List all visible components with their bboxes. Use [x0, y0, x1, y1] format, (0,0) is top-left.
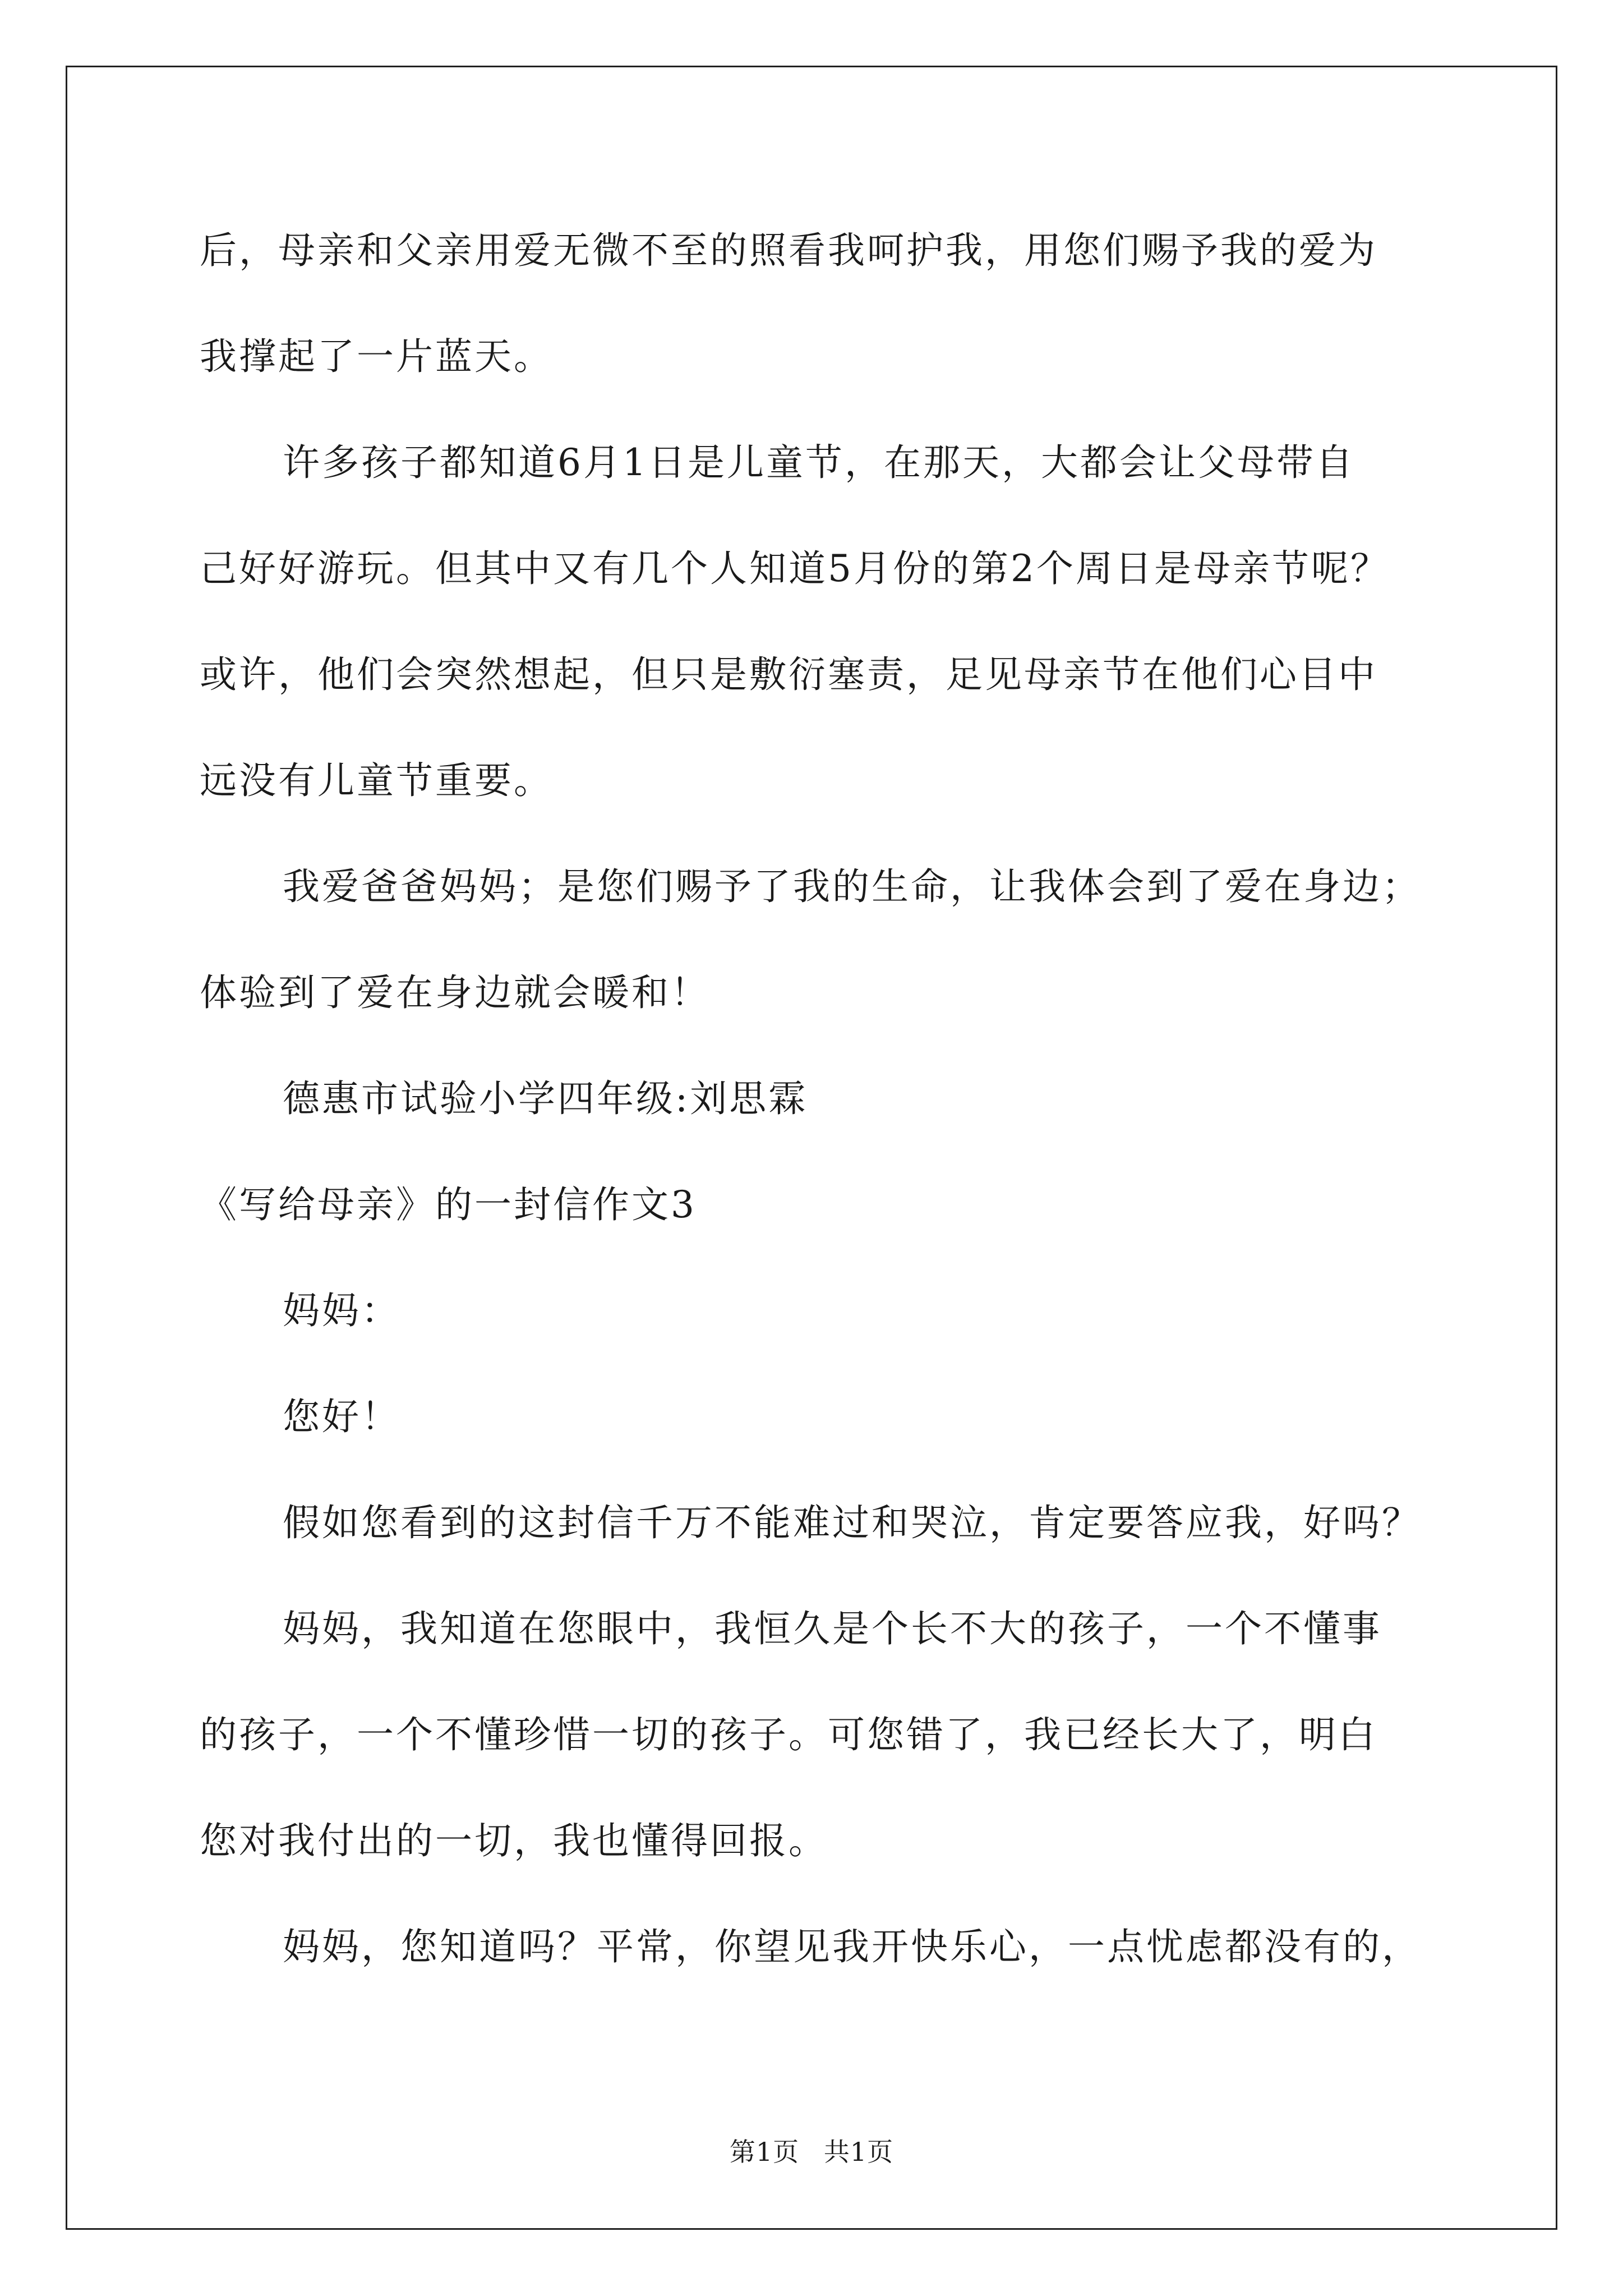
body-text-line: 我爱爸爸妈妈；是您们赐予了我的生命，让我体会到了爱在身边； — [283, 865, 1421, 908]
section-heading: 《写给母亲》的一封信作文3 — [200, 1183, 697, 1226]
body-text-line: 体验到了爱在身边就会暖和！ — [200, 971, 710, 1014]
total-pages-label: 共1页 — [823, 2137, 894, 2167]
body-text-line: 己好好游玩。但其中又有几个人知道5月份的第2个周日是母亲节呢？ — [200, 547, 1390, 590]
body-text-line: 后，母亲和父亲用爱无微不至的照看我呵护我，用您们赐予我的爱为 — [200, 229, 1377, 272]
body-text-line: 许多孩子都知道6月1日是儿童节，在那天，大都会让父母带自 — [283, 441, 1355, 484]
body-text-line: 我撑起了一片蓝天。 — [200, 335, 553, 378]
body-text-line: 妈妈，我知道在您眼中，我恒久是个长不大的孩子，一个不懂事 — [283, 1607, 1382, 1650]
author-signature: 德惠市试验小学四年级:刘思霖 — [283, 1077, 808, 1120]
body-text-line: 的孩子，一个不懂珍惜一切的孩子。可您错了，我已经长大了，明白 — [200, 1713, 1377, 1756]
current-page-label: 第1页 — [729, 2137, 800, 2167]
body-text-line: 或许，他们会突然想起，但只是敷衍塞责，足见母亲节在他们心目中 — [200, 653, 1377, 696]
salutation: 妈妈： — [283, 1289, 400, 1332]
body-text-line: 妈妈，您知道吗？平常，你望见我开快乐心，一点忧虑都没有的， — [283, 1925, 1421, 1968]
page-border — [66, 66, 1557, 2230]
body-text-line: 远没有儿童节重要。 — [200, 759, 553, 802]
page-footer — [0, 2135, 1623, 2169]
body-text-line: 您对我付出的一切，我也懂得回报。 — [200, 1819, 828, 1862]
greeting: 您好！ — [283, 1395, 400, 1438]
body-text-line: 假如您看到的这封信千万不能难过和哭泣，肯定要答应我，好吗？ — [283, 1501, 1421, 1544]
